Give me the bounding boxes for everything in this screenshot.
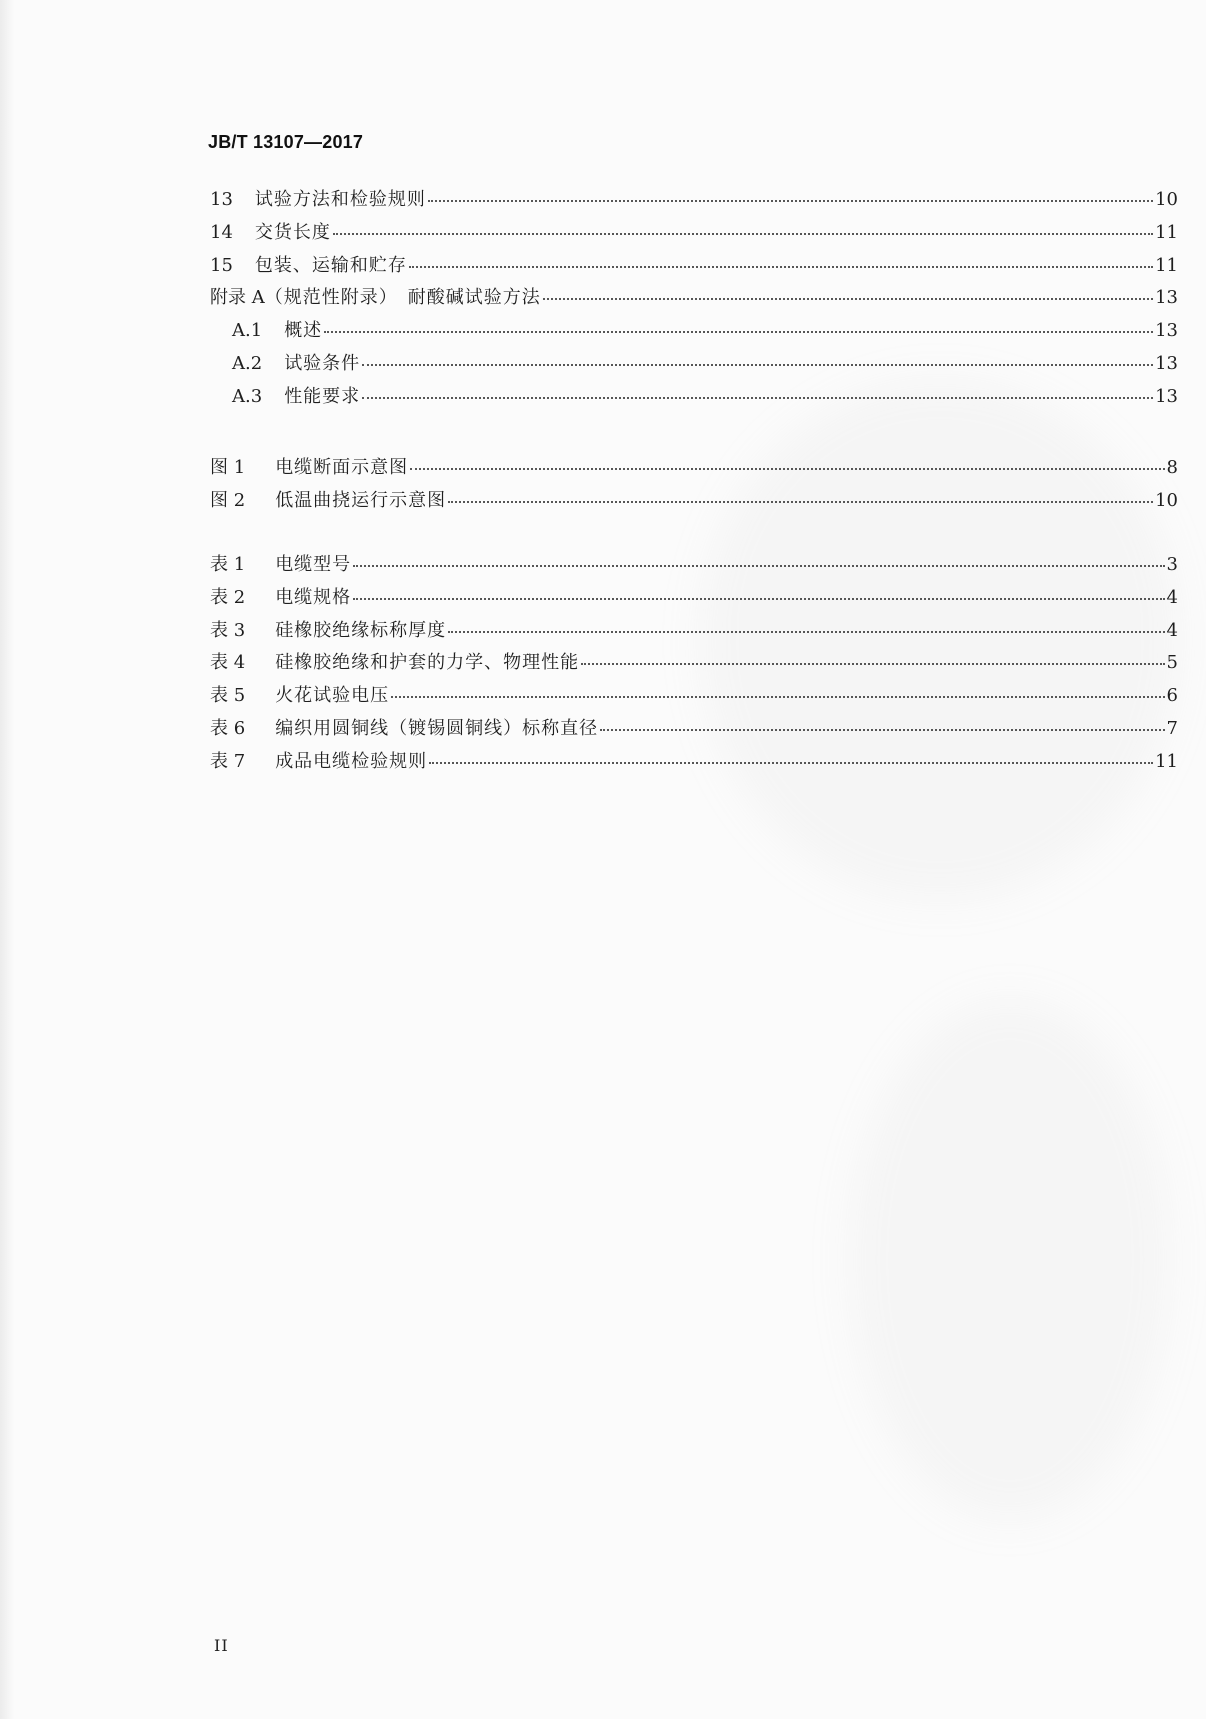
dot-leader <box>333 233 1153 235</box>
dot-leader <box>448 501 1153 503</box>
toc-entry-title: 试验方法和检验规则 <box>254 189 426 210</box>
toc-entry-number: A.1 <box>232 320 263 342</box>
page-number: II <box>214 1636 229 1655</box>
toc-entry-page: 11 <box>1155 750 1178 772</box>
toc-entry-title: 电缆型号 <box>275 554 352 575</box>
toc-table-entry[interactable] <box>210 653 1178 686</box>
toc-entry-title: 电缆断面示意图 <box>275 457 409 478</box>
toc-entry-title: 包装、运输和贮存 <box>254 254 407 276</box>
toc-entry-title: 试验条件 <box>284 352 361 374</box>
toc-entry[interactable] <box>210 223 1178 256</box>
toc-entry-title: 成品电缆检验规则 <box>275 750 428 772</box>
toc-entry-title: 电缆规格 <box>275 586 352 608</box>
dot-leader <box>448 631 1164 633</box>
toc-entry[interactable] <box>210 256 1178 289</box>
toc-entry-page: 4 <box>1166 586 1178 608</box>
toc-table-entry[interactable] <box>210 621 1178 654</box>
toc-entry-page: 7 <box>1166 717 1178 739</box>
toc-table-entry[interactable] <box>210 555 1178 588</box>
toc-entry-title: 交货长度 <box>254 221 331 243</box>
toc-entry-page: 5 <box>1166 652 1178 674</box>
dot-leader <box>353 598 1164 600</box>
dot-leader <box>362 397 1153 399</box>
toc-entry-number: 表 2 <box>210 586 246 608</box>
dot-leader <box>428 200 1153 202</box>
toc-entry-title: 性能要求 <box>284 385 361 407</box>
dot-leader <box>543 298 1153 300</box>
toc-entry-number: 14 <box>210 221 233 243</box>
dot-leader <box>391 696 1164 698</box>
toc-entry-title: 概述 <box>284 320 323 342</box>
toc-entry-page: 13 <box>1155 385 1178 407</box>
dot-leader <box>362 364 1153 366</box>
toc-entry-number: 图 1 <box>210 457 246 478</box>
toc-entry-number: 附录 A <box>210 287 265 309</box>
toc-entry-number: 表 3 <box>210 619 246 641</box>
toc-entry-page: 10 <box>1155 489 1178 511</box>
toc-entry-page: 11 <box>1155 221 1178 243</box>
toc-sections <box>210 190 1178 420</box>
toc-entry-number: 表 7 <box>210 750 246 772</box>
toc-subentry[interactable] <box>210 387 1178 420</box>
toc-entry-page: 4 <box>1166 619 1178 641</box>
dot-leader <box>581 663 1164 665</box>
toc-tables <box>210 555 1178 785</box>
toc-entry-title: 硅橡胶绝缘和护套的力学、物理性能 <box>275 652 580 674</box>
toc-entry-title: 编织用圆铜线（镀锡圆铜线）标称直径 <box>275 717 599 739</box>
dot-leader <box>429 762 1153 764</box>
dot-leader <box>600 729 1164 731</box>
toc-entry-title: 火花试验电压 <box>275 685 390 707</box>
dot-leader <box>410 468 1164 470</box>
toc-entry-title: 硅橡胶绝缘标称厚度 <box>275 619 447 641</box>
dot-leader <box>324 331 1153 333</box>
toc-entry-number: A.3 <box>232 385 263 407</box>
toc-entry-page: 6 <box>1166 685 1178 707</box>
dot-leader <box>353 565 1164 567</box>
toc-entry-number: 13 <box>210 189 233 210</box>
toc-figures <box>210 458 1178 524</box>
toc-entry-number: 15 <box>210 254 233 276</box>
scan-edge-shadow <box>0 0 14 1719</box>
toc-entry-page: 8 <box>1166 457 1178 478</box>
toc-table-entry[interactable] <box>210 686 1178 719</box>
toc-entry-number: 表 4 <box>210 652 246 674</box>
bleed-through-shadow <box>850 1000 1170 1520</box>
toc-entry-page: 13 <box>1155 320 1178 342</box>
toc-subentry[interactable] <box>210 354 1178 387</box>
toc-entry[interactable] <box>210 190 1178 223</box>
toc-entry-appendix[interactable] <box>210 288 1178 321</box>
toc-entry-number: 表 6 <box>210 717 246 739</box>
toc-table-entry[interactable] <box>210 588 1178 621</box>
toc-entry-number: A.2 <box>232 352 263 374</box>
toc-table-entry[interactable] <box>210 719 1178 752</box>
toc-subentry[interactable] <box>210 321 1178 354</box>
toc-table-entry[interactable] <box>210 752 1178 785</box>
toc-entry-number: 表 5 <box>210 685 246 707</box>
toc-figure-entry[interactable] <box>210 491 1178 524</box>
toc-entry-title: 低温曲挠运行示意图 <box>275 489 447 511</box>
toc-entry-page: 11 <box>1155 254 1178 276</box>
dot-leader <box>409 266 1153 268</box>
toc-entry-title: （规范性附录） 耐酸碱试验方法 <box>264 287 541 309</box>
toc-entry-number: 表 1 <box>210 554 246 575</box>
toc-entry-page: 13 <box>1155 352 1178 374</box>
toc-entry-page: 13 <box>1155 287 1178 309</box>
toc-entry-page: 3 <box>1166 554 1178 575</box>
toc-entry-page: 10 <box>1155 189 1178 210</box>
toc-entry-number: 图 2 <box>210 489 246 511</box>
toc-figure-entry[interactable] <box>210 458 1178 491</box>
document-code: JB/T 13107—2017 <box>208 132 364 152</box>
